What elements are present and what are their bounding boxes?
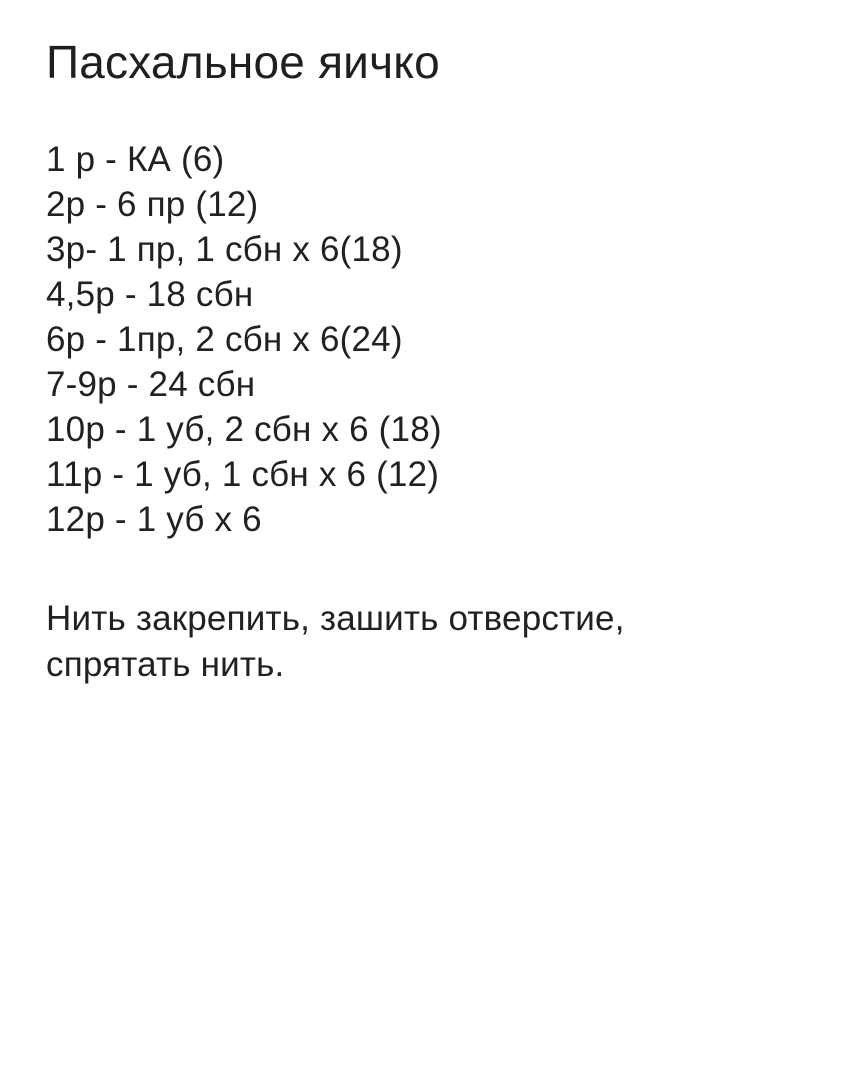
finishing-note-line-1: Нить закрепить, зашить отверстие,: [46, 599, 625, 638]
finishing-note-line-2: спрятать нить.: [46, 645, 285, 684]
pattern-rows-list: [46, 137, 442, 542]
pattern-row-11: 11р - 1 уб, 1 сбн х 6 (12): [46, 455, 440, 494]
pattern-row-10: 10р - 1 уб, 2 сбн х 6 (18): [46, 410, 442, 449]
pattern-row-2: 2р - 6 пр (12): [46, 185, 259, 224]
pattern-row-6: 6р - 1пр, 2 сбн х 6(24): [46, 320, 403, 359]
pattern-row-7-9: 7-9р - 24 сбн: [46, 365, 256, 404]
pattern-row-1: 1 р - КА (6): [46, 140, 225, 179]
pattern-row-3: 3р- 1 пр, 1 сбн х 6(18): [46, 230, 403, 269]
pattern-row-12: 12р - 1 уб х 6: [46, 500, 262, 539]
pattern-row-4-5: 4,5р - 18 сбн: [46, 275, 254, 314]
page-title: Пасхальное яичко: [46, 36, 440, 88]
finishing-note: [46, 596, 625, 688]
